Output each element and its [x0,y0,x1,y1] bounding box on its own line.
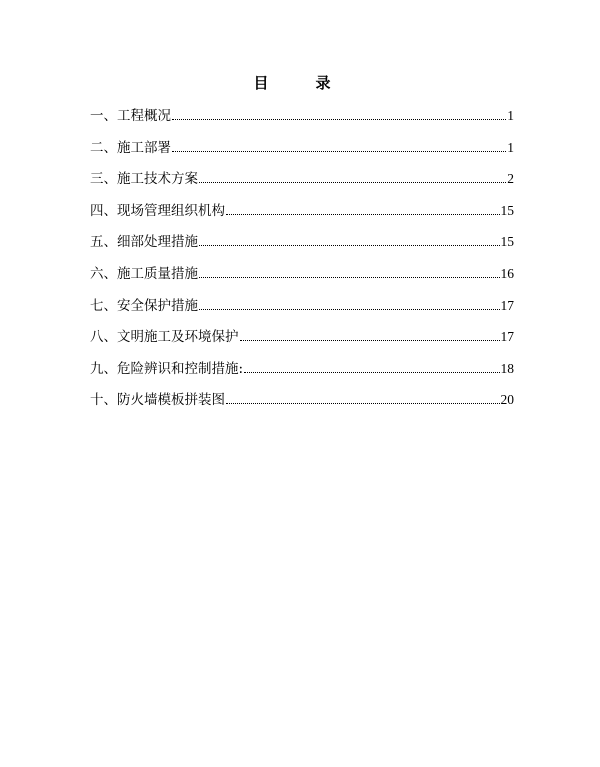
toc-title: 目 录 [253,74,347,92]
toc-entry-page: 15 [500,234,514,250]
table-of-contents [90,106,514,422]
toc-dot-leader [172,138,506,152]
toc-entry [90,359,514,391]
toc-entry [90,169,514,201]
toc-dot-leader [226,201,500,215]
toc-entry-page: 20 [500,392,514,408]
toc-entry-label: 五、细部处理措施 [90,234,198,251]
toc-entry-label: 六、施工质量措施 [90,265,198,282]
toc-entry-label: 九、危险辨识和控制措施: [90,360,244,377]
toc-entry-page: 15 [500,202,514,218]
toc-entry-label: 七、安全保护措施 [90,297,198,314]
toc-dot-leader [226,390,500,404]
toc-entry [90,106,514,138]
toc-entry-label: 八、文明施工及环境保护 [90,329,239,346]
toc-dot-leader [199,296,500,310]
toc-dot-leader [199,232,500,246]
toc-entry-page: 2 [507,171,514,187]
toc-entry [90,138,514,170]
toc-entry-label: 三、施工技术方案 [90,171,198,188]
toc-dot-leader [172,106,506,120]
toc-entry-label: 一、工程概况 [90,108,171,124]
toc-entry [90,232,514,264]
toc-entry [90,296,514,328]
toc-entry-page: 17 [500,329,514,345]
toc-dot-leader [199,264,500,278]
toc-entry-page: 16 [500,265,514,281]
toc-dot-leader [199,169,506,183]
toc-entry-label: 四、现场管理组织机构 [90,202,225,219]
toc-entry [90,264,514,296]
toc-entry-label: 二、施工部署 [90,139,171,156]
toc-entry-page: 1 [507,139,514,155]
toc-entry-page: 17 [500,297,514,313]
toc-entry [90,327,514,359]
toc-entry [90,390,514,422]
toc-dot-leader [244,359,499,373]
toc-entry-page: 1 [507,108,514,123]
toc-dot-leader [240,327,500,341]
toc-entry-page: 18 [500,360,514,376]
toc-entry [90,201,514,233]
toc-entry-label: 十、防火墙模板拼装图 [90,392,225,409]
